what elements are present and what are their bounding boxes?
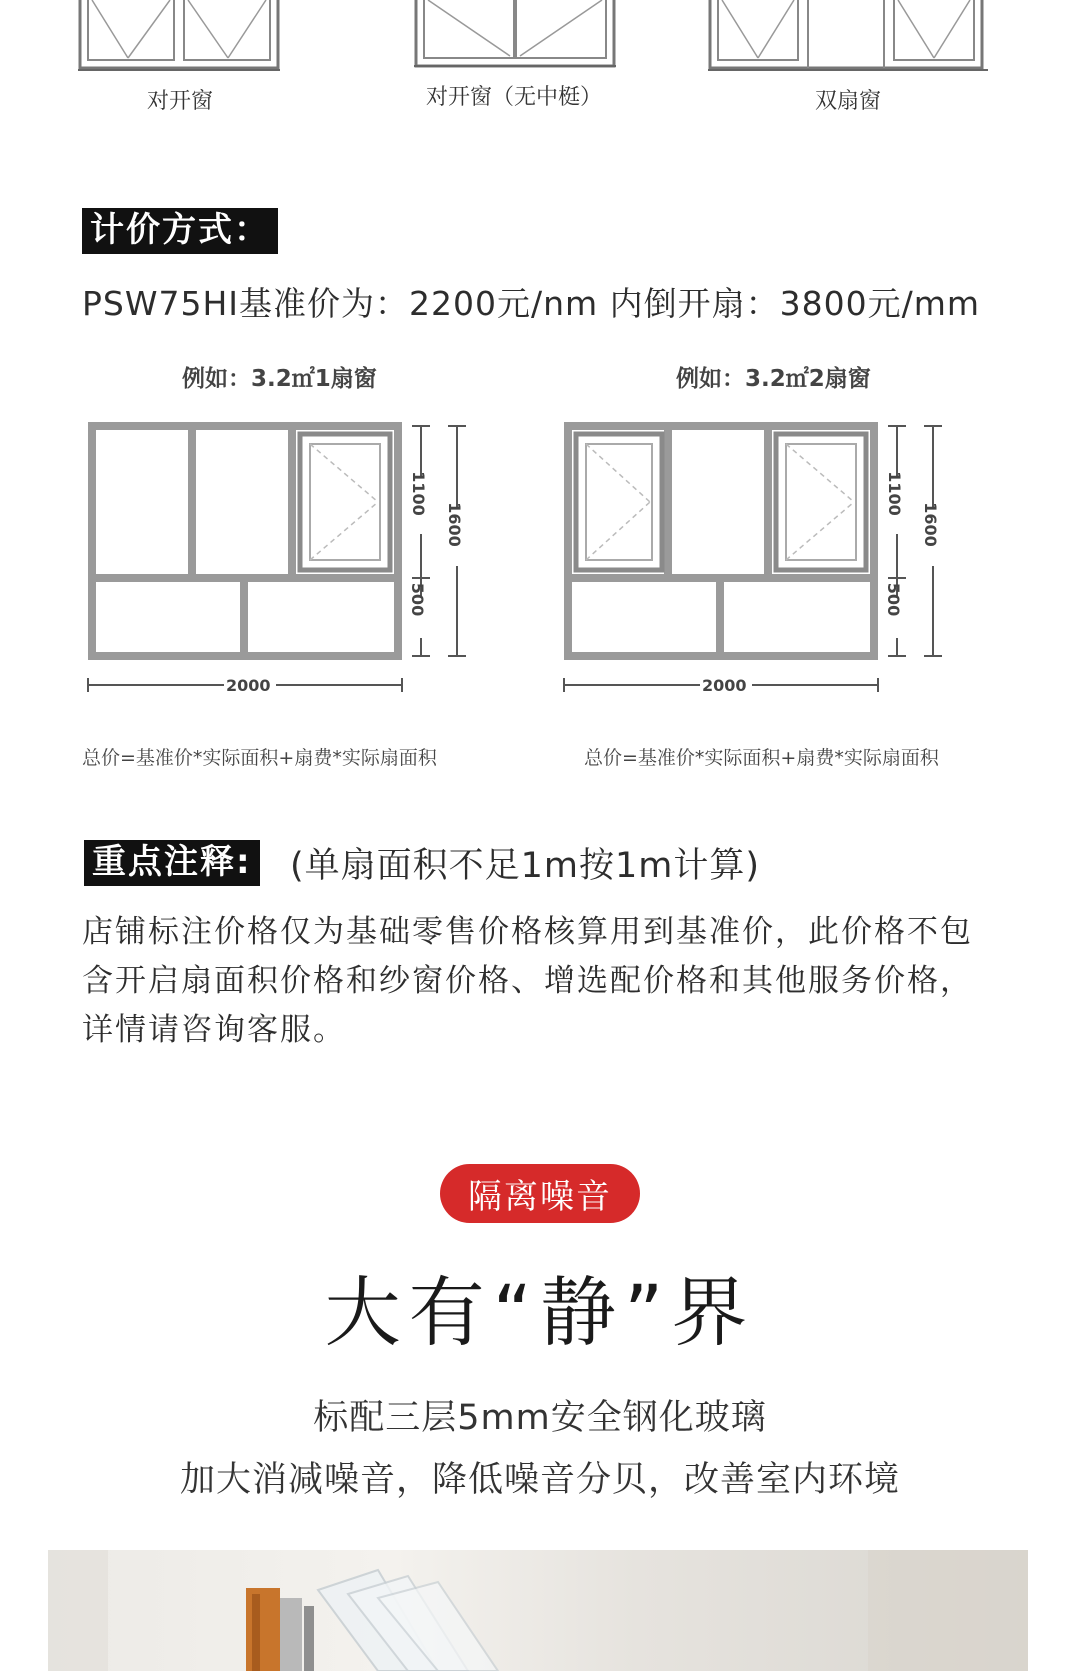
- example-formula: 总价=基准价*实际面积+扇费*实际扇面积: [584, 747, 939, 769]
- dim-lower-label: 500: [408, 582, 428, 617]
- dim-total-label: 1600: [444, 502, 464, 547]
- window-type-drawing-no-mullion: [414, 0, 616, 70]
- notes-tag: 重点注释:: [84, 840, 260, 886]
- glass-profile-photo: [48, 1550, 1028, 1671]
- window-type-row: [0, 0, 1080, 120]
- noise-pill-badge: 隔离噪音: [440, 1164, 640, 1223]
- dim-upper-label: 1100: [408, 471, 428, 516]
- pricing-line: PSW75HI基准价为：2200元/nm 内倒开扇：3800元/mm: [82, 284, 981, 323]
- example-title: 例如：3.2㎡2扇窗: [676, 366, 871, 392]
- window-type-label: 对开窗（无中梃）: [425, 85, 602, 110]
- dim-width-label: 2000: [702, 676, 747, 695]
- notes-paren: (单扇面积不足1m按1m计算): [290, 846, 761, 886]
- pricing-tag: 计价方式：: [82, 208, 278, 254]
- example-title: 例如：3.2㎡1扇窗: [182, 366, 377, 392]
- window-type-drawing-two-sash: [708, 0, 988, 72]
- window-profile-illustration: [48, 1550, 1028, 1671]
- dim-total-label: 1600: [920, 502, 940, 547]
- window-type-drawing-double-casement: [78, 0, 280, 72]
- window-type-label: 双扇窗: [814, 89, 881, 114]
- example-diagram-two-sash: [560, 418, 980, 698]
- example-diagram-one-sash: [84, 418, 504, 698]
- dim-upper-label: 1100: [884, 471, 904, 516]
- example-formula: 总价=基准价*实际面积+扇费*实际扇面积: [82, 747, 437, 769]
- notes-body: 店铺标注价格仅为基础零售价格核算用到基准价，此价格不包含开启扇面积价格和纱窗价格、增选配价格和其他服务价格，详情请咨询客服。: [82, 914, 973, 1048]
- window-type-label: 对开窗: [146, 89, 213, 114]
- dim-lower-label: 500: [884, 582, 904, 617]
- noise-subtitle-1: 标配三层5mm安全钢化玻璃: [313, 1398, 767, 1438]
- dim-width-label: 2000: [226, 676, 271, 695]
- noise-subtitle-2: 加大消减噪音，降低噪音分贝，改善室内环境: [179, 1460, 900, 1500]
- noise-headline: 大有“静”界: [324, 1268, 756, 1357]
